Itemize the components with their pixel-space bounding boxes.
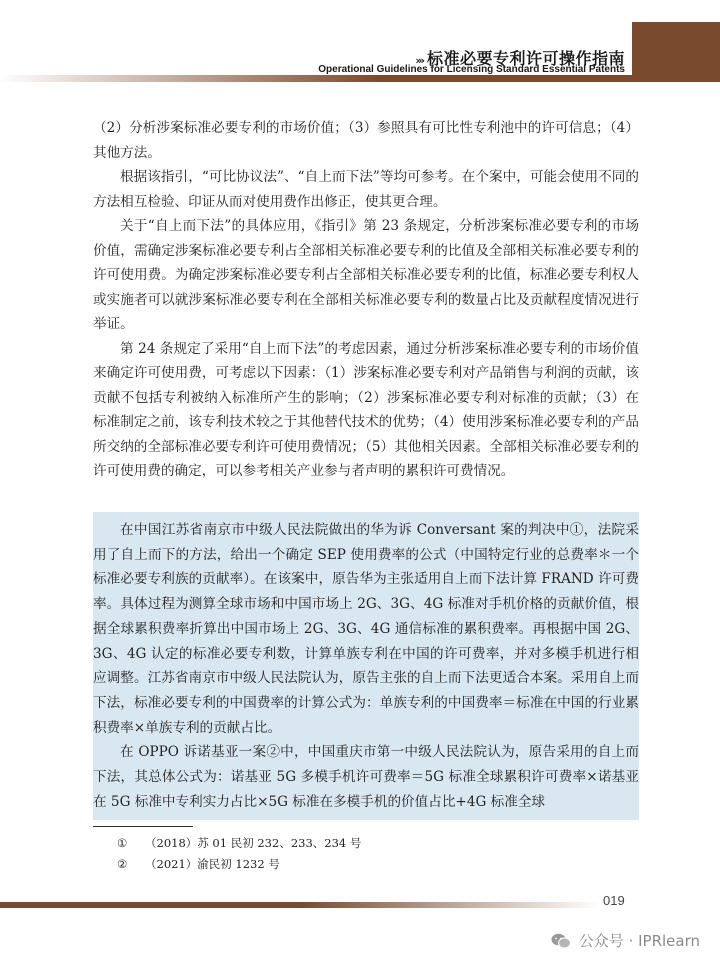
body-text	[93, 116, 639, 484]
case-paragraph: 在中国江苏省南京市中级人民法院做出的华为诉 Conversant 案的判决中①，法院采用了自上而下的方法，给出一个确定 SEP 使用费率的公式（中国特定行业的总费率＊一个标准必要专利族的贡献率）。在该案中，原告华为主张适用自上而下法计算 FRAND 许可费率。具体过程为测算全球市场和中国市场上 2G、3G、4G 标准对手机价格的贡献价值，根据全球累积费率折算出中国市场上 2G、3G、4G 通信标准的累积费率。再根据中国 2G、3G、4G 认定的标准必要专利数，计算单族专利在中国的许可费率，并对多模手机进行相应调整。江苏省南京市中级人民法院认为，原告主张的自上而下法更适合本案。采用自上而下法，标准必要专利的中国费率的计算公式为：单族专利的中国费率＝标准在中国的行业累积费率×单族专利的贡献占比。	[93, 522, 639, 736]
wechat-icon	[551, 933, 571, 949]
watermark	[551, 930, 700, 951]
page-number: 019	[603, 893, 625, 908]
watermark-text: 公众号 · IPRlearn	[578, 932, 700, 950]
paragraph: 关于“自上而下法”的具体应用，《指引》第 23 条规定，分析涉案标准必要专利的市场价值，需确定涉案标准必要专利占全部相关标准必要专利的比值及全部相关标准必要专利的许可使用费。为确定涉案标准必要专利占全部相关标准必要专利的比值，标准必要专利权人或实施者可以就涉案标准必要专利在全部相关标准必要专利的数量占比及贡献程度情况进行举证。	[93, 218, 639, 332]
case-paragraph: 在 OPPO 诉诺基亚一案②中，中国重庆市第一中级人民法院认为，原告采用的自上而下法，其总体公式为：诺基亚 5G 多模手机许可费率＝5G 标准全球累积许可费率×诺基亚在 5G 标准中专利实力占比×5G 标准在多模手机的价值占比+4G 标准全球	[93, 744, 639, 810]
running-header-subtitle: Operational Guidelines for Licensing Standard Essential Patents	[318, 64, 625, 75]
footnote-item	[117, 854, 361, 875]
footnote-divider	[93, 826, 193, 827]
footnote-text: （2018）苏 01 民初 232、233、234 号	[145, 836, 362, 850]
footnotes	[117, 833, 361, 875]
paragraph: 第 24 条规定了采用“自上而下法”的考虑因素，通过分析涉案标准必要专利的市场价值来确定许可使用费，可考虑以下因素：（1）涉案标准必要专利对产品销售与利润的贡献，该贡献不包括专利被纳入标准所产生的影响；（2）涉案标准必要专利对标准的贡献；（3）在标准制定之前，该专利技术较之于其他替代技术的优势；（4）使用涉案标准必要专利的产品所交纳的全部标准必要专利许可使用费情况；（5）其他相关因素。全部相关标准必要专利的许可使用费的确定，可以参考相关产业参与者声明的累积许可费情况。	[93, 340, 639, 479]
paragraph: （2）分析涉案标准必要专利的市场价值；（3）参照具有可比性专利池中的许可信息；（4）其他方法。	[93, 120, 639, 161]
footer-rule-fade	[300, 902, 600, 908]
header-title-text: 标准必要专利许可操作指南	[426, 49, 625, 68]
paragraph: 根据该指引，“可比协议法”、“自上而下法”等均可参考。在个案中，可能会使用不同的方法相互检验、印证从而对使用费作出修正，使其更合理。	[93, 169, 639, 210]
header-rule-fade	[0, 75, 380, 82]
chevron-icon: ›››	[415, 54, 423, 67]
footnote-marker: ①	[117, 836, 128, 850]
header-color-block	[632, 22, 720, 82]
footnote-marker: ②	[117, 857, 128, 871]
footnote-text: （2021）渝民初 1232 号	[145, 857, 280, 871]
footnote-item	[117, 833, 361, 854]
case-study-box	[93, 512, 639, 820]
